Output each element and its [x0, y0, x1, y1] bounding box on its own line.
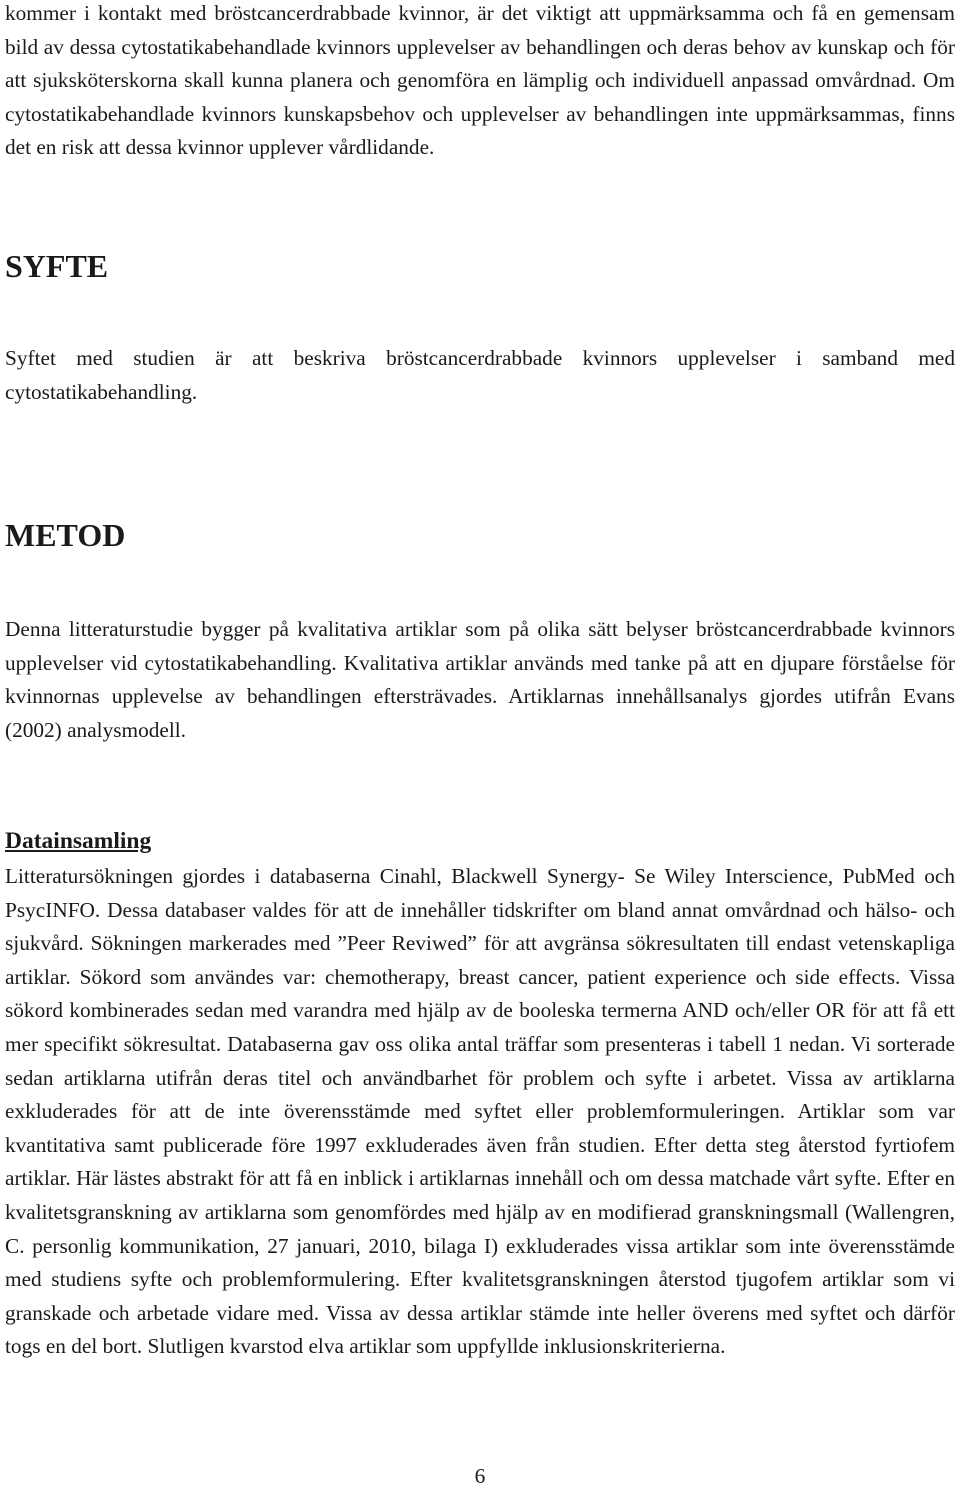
datainsamling-paragraph: Litteratursökningen gjordes i databaserna Cinahl, Blackwell Synergy- Se Wiley Interscience, PubMed och PsycINFO. Dessa databaser valdes för att de innehåller tidskrifter om bland annat omvårdnad och hälso- och sjukvård. Sökningen markerades med ”Peer Reviwed” för att avgränsa sökresultaten till endast vetenskapliga artiklar. Sökord som användes var: chemotherapy, breast cancer, patient experience och side effects. Vissa sökord kombinerades sedan med varandra med hjälp av de booleska termerna AND och/eller OR för att få ett mer specifikt sökresultat. Databaserna gav oss olika antal träffar som presenteras i tabell 1 nedan. Vi sorterade sedan artiklarna utifrån deras titel och användbarhet för problem och syfte i arbetet. Vissa av artiklarna exkluderades för att de inte överensstämde med syftet eller problemformuleringen. Artiklar som var kvantitativa samt publicerade före 1997 exkluderades även från studien. Efter detta steg återstod fyrtiofem artiklar. Här lästes abstrakt för att få en inblick i artiklarnas innehåll och om dessa matchade vårt syfte. Efter en kvalitetsgranskning av artiklarna som genomfördes med hjälp av en modifierad granskningsmall (Wallengren, C. personlig kommunikation, 27 januari, 2010, bilaga I) exkluderades vissa artiklar som inte överensstämde med studiens syfte och problemformulering. Efter kvalitetsgranskningen återstod tjugofem artiklar som vi granskade och arbetade vidare med. Vissa av dessa artiklar stämde inte heller överens med syftet och därför togs en del bort. Slutligen kvarstod elva artiklar som uppfyllde inklusionskriterierna.	[5, 864, 955, 1359]
syfte-paragraph: Syftet med studien är att beskriva bröstcancerdrabbade kvinnors upplevelser i samband med cytostatikabehandling.	[5, 346, 955, 404]
section-heading-syfte: SYFTE	[5, 248, 109, 284]
page-number: 6	[474, 1464, 486, 1488]
subsection-heading-datainsamling: Datainsamling	[5, 828, 152, 854]
section-heading-metod: METOD	[5, 517, 126, 553]
metod-paragraph: Denna litteraturstudie bygger på kvalitativa artiklar som på olika sätt belyser bröstcancerdrabbade kvinnors upplevelser vid cytostatikabehandling. Kvalitativa artiklar används med tanke på att en djupare förståelse för kvinnornas upplevelse av behandlingen eftersträvades. Artiklarnas innehållsanalys gjordes utifrån Evans (2002) analysmodell.	[5, 617, 955, 742]
intro-paragraph: kommer i kontakt med bröstcancerdrabbade kvinnor, är det viktigt att uppmärksamma och få en gemensam bild av dessa cytostatikabehandlade kvinnors upplevelser av behandlingen och deras behov av kunskap och för att sjuksköterskorna skall kunna planera och genomföra en lämplig och individuell anpassad omvårdnad. Om cytostatikabehandlade kvinnors kunskapsbehov och upplevelser av behandlingen inte uppmärksammas, finns det en risk att dessa kvinnor upplever vårdlidande.	[5, 1, 955, 160]
